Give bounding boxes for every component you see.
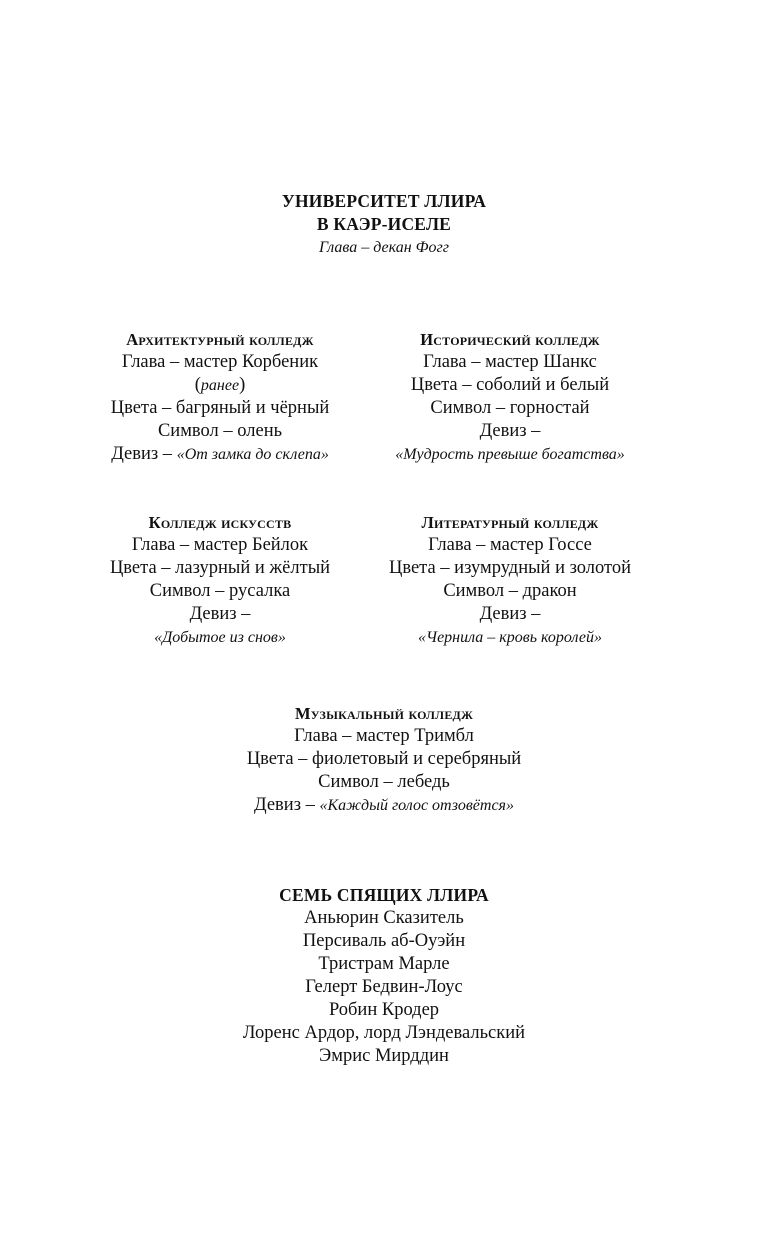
college-motto: «Добытое из снов» xyxy=(154,629,286,646)
college-head: Глава – мастер Шанкс xyxy=(423,352,597,372)
college-motto: «Мудрость превыше богатства» xyxy=(395,446,625,463)
college-symbol: Символ – олень xyxy=(157,421,283,441)
motto-label: Девиз – xyxy=(254,795,320,815)
college-literature xyxy=(362,511,658,649)
motto-label: Девиз – xyxy=(479,421,541,441)
university-title-line1: УНИВЕРСИТЕТ ЛЛИРА xyxy=(281,191,487,211)
college-colors: Цвета – багряный и чёрный xyxy=(110,398,330,418)
sleeper-name: Эмрис Мирддин xyxy=(319,1046,449,1066)
college-motto: «Чернила – кровь королей» xyxy=(418,629,602,646)
university-dean: Глава – декан Фогг xyxy=(318,239,450,256)
college-head: Глава – мастер Госсе xyxy=(428,535,592,555)
college-symbol: Символ – горностай xyxy=(430,398,590,418)
college-colors: Цвета – лазурный и жёлтый xyxy=(109,558,331,578)
college-symbol: Символ – лебедь xyxy=(318,772,450,792)
sleepers-section xyxy=(184,884,584,1068)
college-architecture xyxy=(84,328,356,466)
college-history xyxy=(372,328,648,466)
sleeper-name: Робин Кродер xyxy=(328,1000,440,1020)
college-motto: «Каждый голос отзовётся» xyxy=(319,797,514,814)
college-head-note xyxy=(84,374,356,397)
head-note-text: ранее xyxy=(200,377,240,394)
college-colors: Цвета – соболий и белый xyxy=(410,375,610,395)
motto-label: Девиз – xyxy=(189,604,251,624)
sleeper-name: Персиваль аб-Оуэйн xyxy=(302,931,466,951)
sleepers-title: СЕМЬ СПЯЩИХ ЛЛИРА xyxy=(279,885,489,905)
paren-close: ) xyxy=(239,375,246,395)
college-name: Исторический колледж xyxy=(420,330,600,349)
college-symbol: Символ – русалка xyxy=(149,581,291,601)
college-colors: Цвета – фиолетовый и серебряный xyxy=(246,749,522,769)
paren-open: ( xyxy=(194,375,201,395)
college-name: Музыкальный колледж xyxy=(294,704,474,723)
sleeper-name: Лоренс Ардор, лорд Лэндевальский xyxy=(242,1023,526,1043)
college-motto-line xyxy=(184,794,584,817)
college-head: Глава – мастер Бейлок xyxy=(131,535,309,555)
college-head: Глава – мастер Корбеник xyxy=(121,352,319,372)
college-colors: Цвета – изумрудный и золотой xyxy=(388,558,632,578)
college-name: Архитектурный колледж xyxy=(126,330,314,349)
college-motto-line xyxy=(84,443,356,466)
motto-label: Девиз – xyxy=(479,604,541,624)
sleeper-name: Гелерт Бедвин-Лоус xyxy=(305,977,463,997)
college-motto: «От замка до склепа» xyxy=(176,446,329,463)
college-music xyxy=(184,702,584,817)
college-name: Колледж искусств xyxy=(148,513,292,532)
college-head: Глава – мастер Тримбл xyxy=(294,726,474,746)
sleeper-name: Аньюрин Сказитель xyxy=(304,908,464,928)
university-header xyxy=(184,190,584,259)
college-arts xyxy=(84,511,356,649)
college-symbol: Символ – дракон xyxy=(443,581,577,601)
sleeper-name: Тристрам Марле xyxy=(318,954,450,974)
university-title-line2: В КАЭР-ИСЕЛЕ xyxy=(316,214,452,234)
motto-label: Девиз – xyxy=(111,444,177,464)
college-name: Литературный колледж xyxy=(421,513,599,532)
